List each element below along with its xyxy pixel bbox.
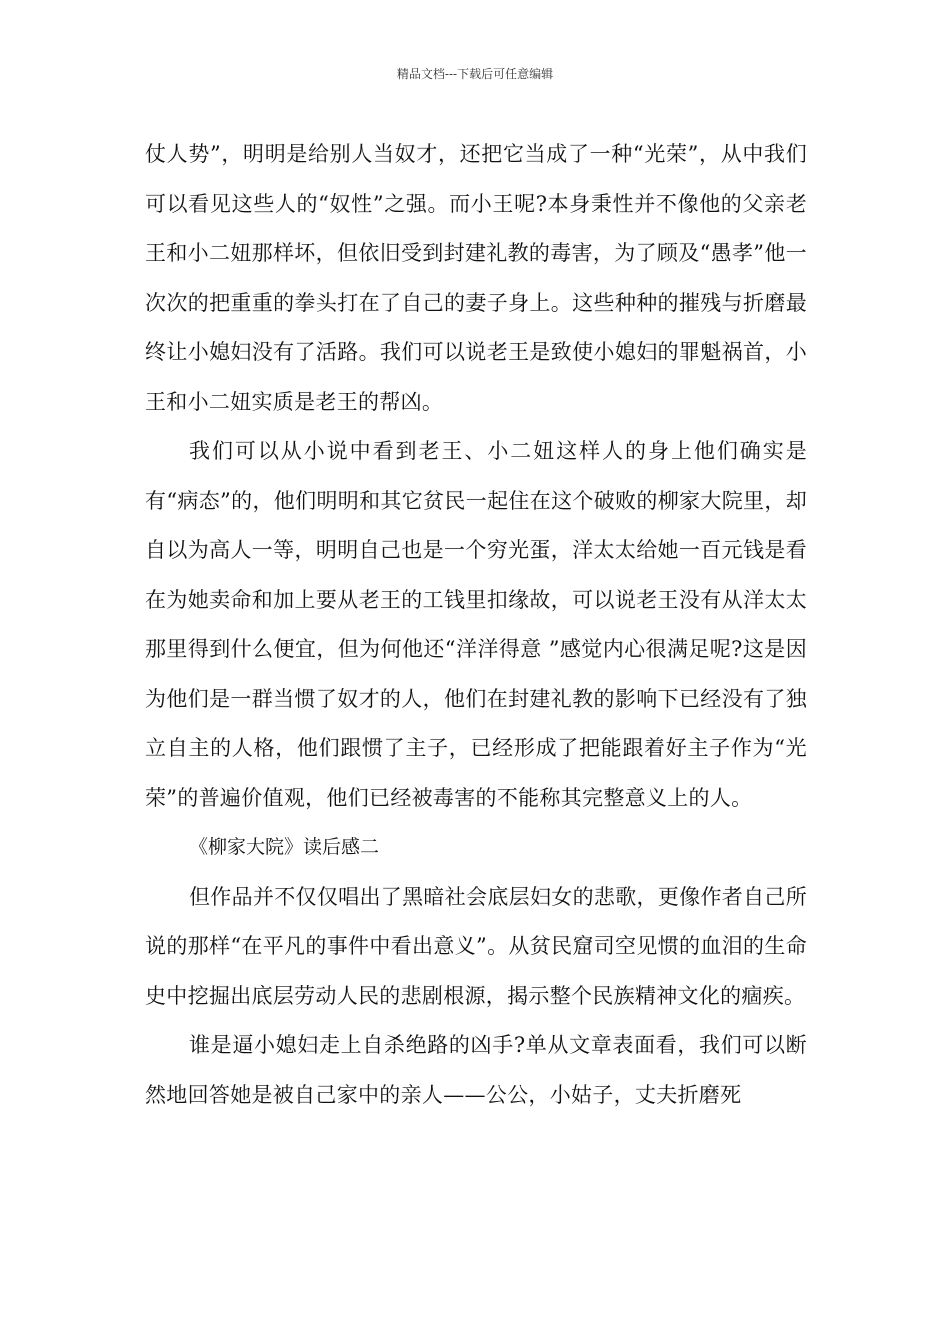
section-heading: 《柳家大院》读后感二 (189, 836, 380, 858)
paragraph: 但作品并不仅仅唱出了黑暗社会底层妇女的悲歌，更像作者自己所说的那样“在平凡的事件中看出意义”。从贫民窟司空见惯的血泪的生命史中挖掘出底层劳动人民的悲剧根源，揭示整个民族精神文化的痼疾。 (145, 884, 807, 1008)
paragraph-continuation: 仗人势”，明明是给别人当奴才，还把它当成了一种“光荣”，从中我们可以看见这些人的“奴性”之强。而小王呢?本身秉性并不像他的父亲老王和小二妞那样坏，但依旧受到封建礼教的毒害，为了顾及“愚孝”他一次次的把重重的拳头打在了自己的妻子身上。这些种种的摧残与折磨最终让小媳妇没有了活路。我们可以说老王是致使小媳妇的罪魁祸首，小王和小二妞实质是老王的帮凶。 (145, 142, 807, 414)
paragraph: 谁是逼小媳妇走上自杀绝路的凶手?单从文章表面看，我们可以断然地回答她是被自己家中的亲人——公公，小姑子，丈夫折磨死 (145, 1033, 807, 1107)
paragraph: 我们可以从小说中看到老王、小二妞这样人的身上他们确实是有“病态”的，他们明明和其它贫民一起住在这个破败的柳家大院里，却自以为高人一等，明明自己也是一个穷光蛋，洋太太给她一百元钱是看在为她卖命和加上要从老王的工钱里扣缘故，可以说老王没有从洋太太那里得到什么便宜，但为何他还“洋洋得意 ”感觉内心很满足呢?这是因为他们是一群当惯了奴才的人，他们在封建礼教的影响下已经没有了独立自主的人格，他们跟惯了主子，已经形成了把能跟着好主子作为“光荣”的普遍价值观，他们已经被毒害的不能称其完整意义上的人。 (145, 439, 807, 810)
page-header: 精品文档---下载后可任意编辑 (396, 67, 554, 81)
document-body (145, 130, 807, 1120)
